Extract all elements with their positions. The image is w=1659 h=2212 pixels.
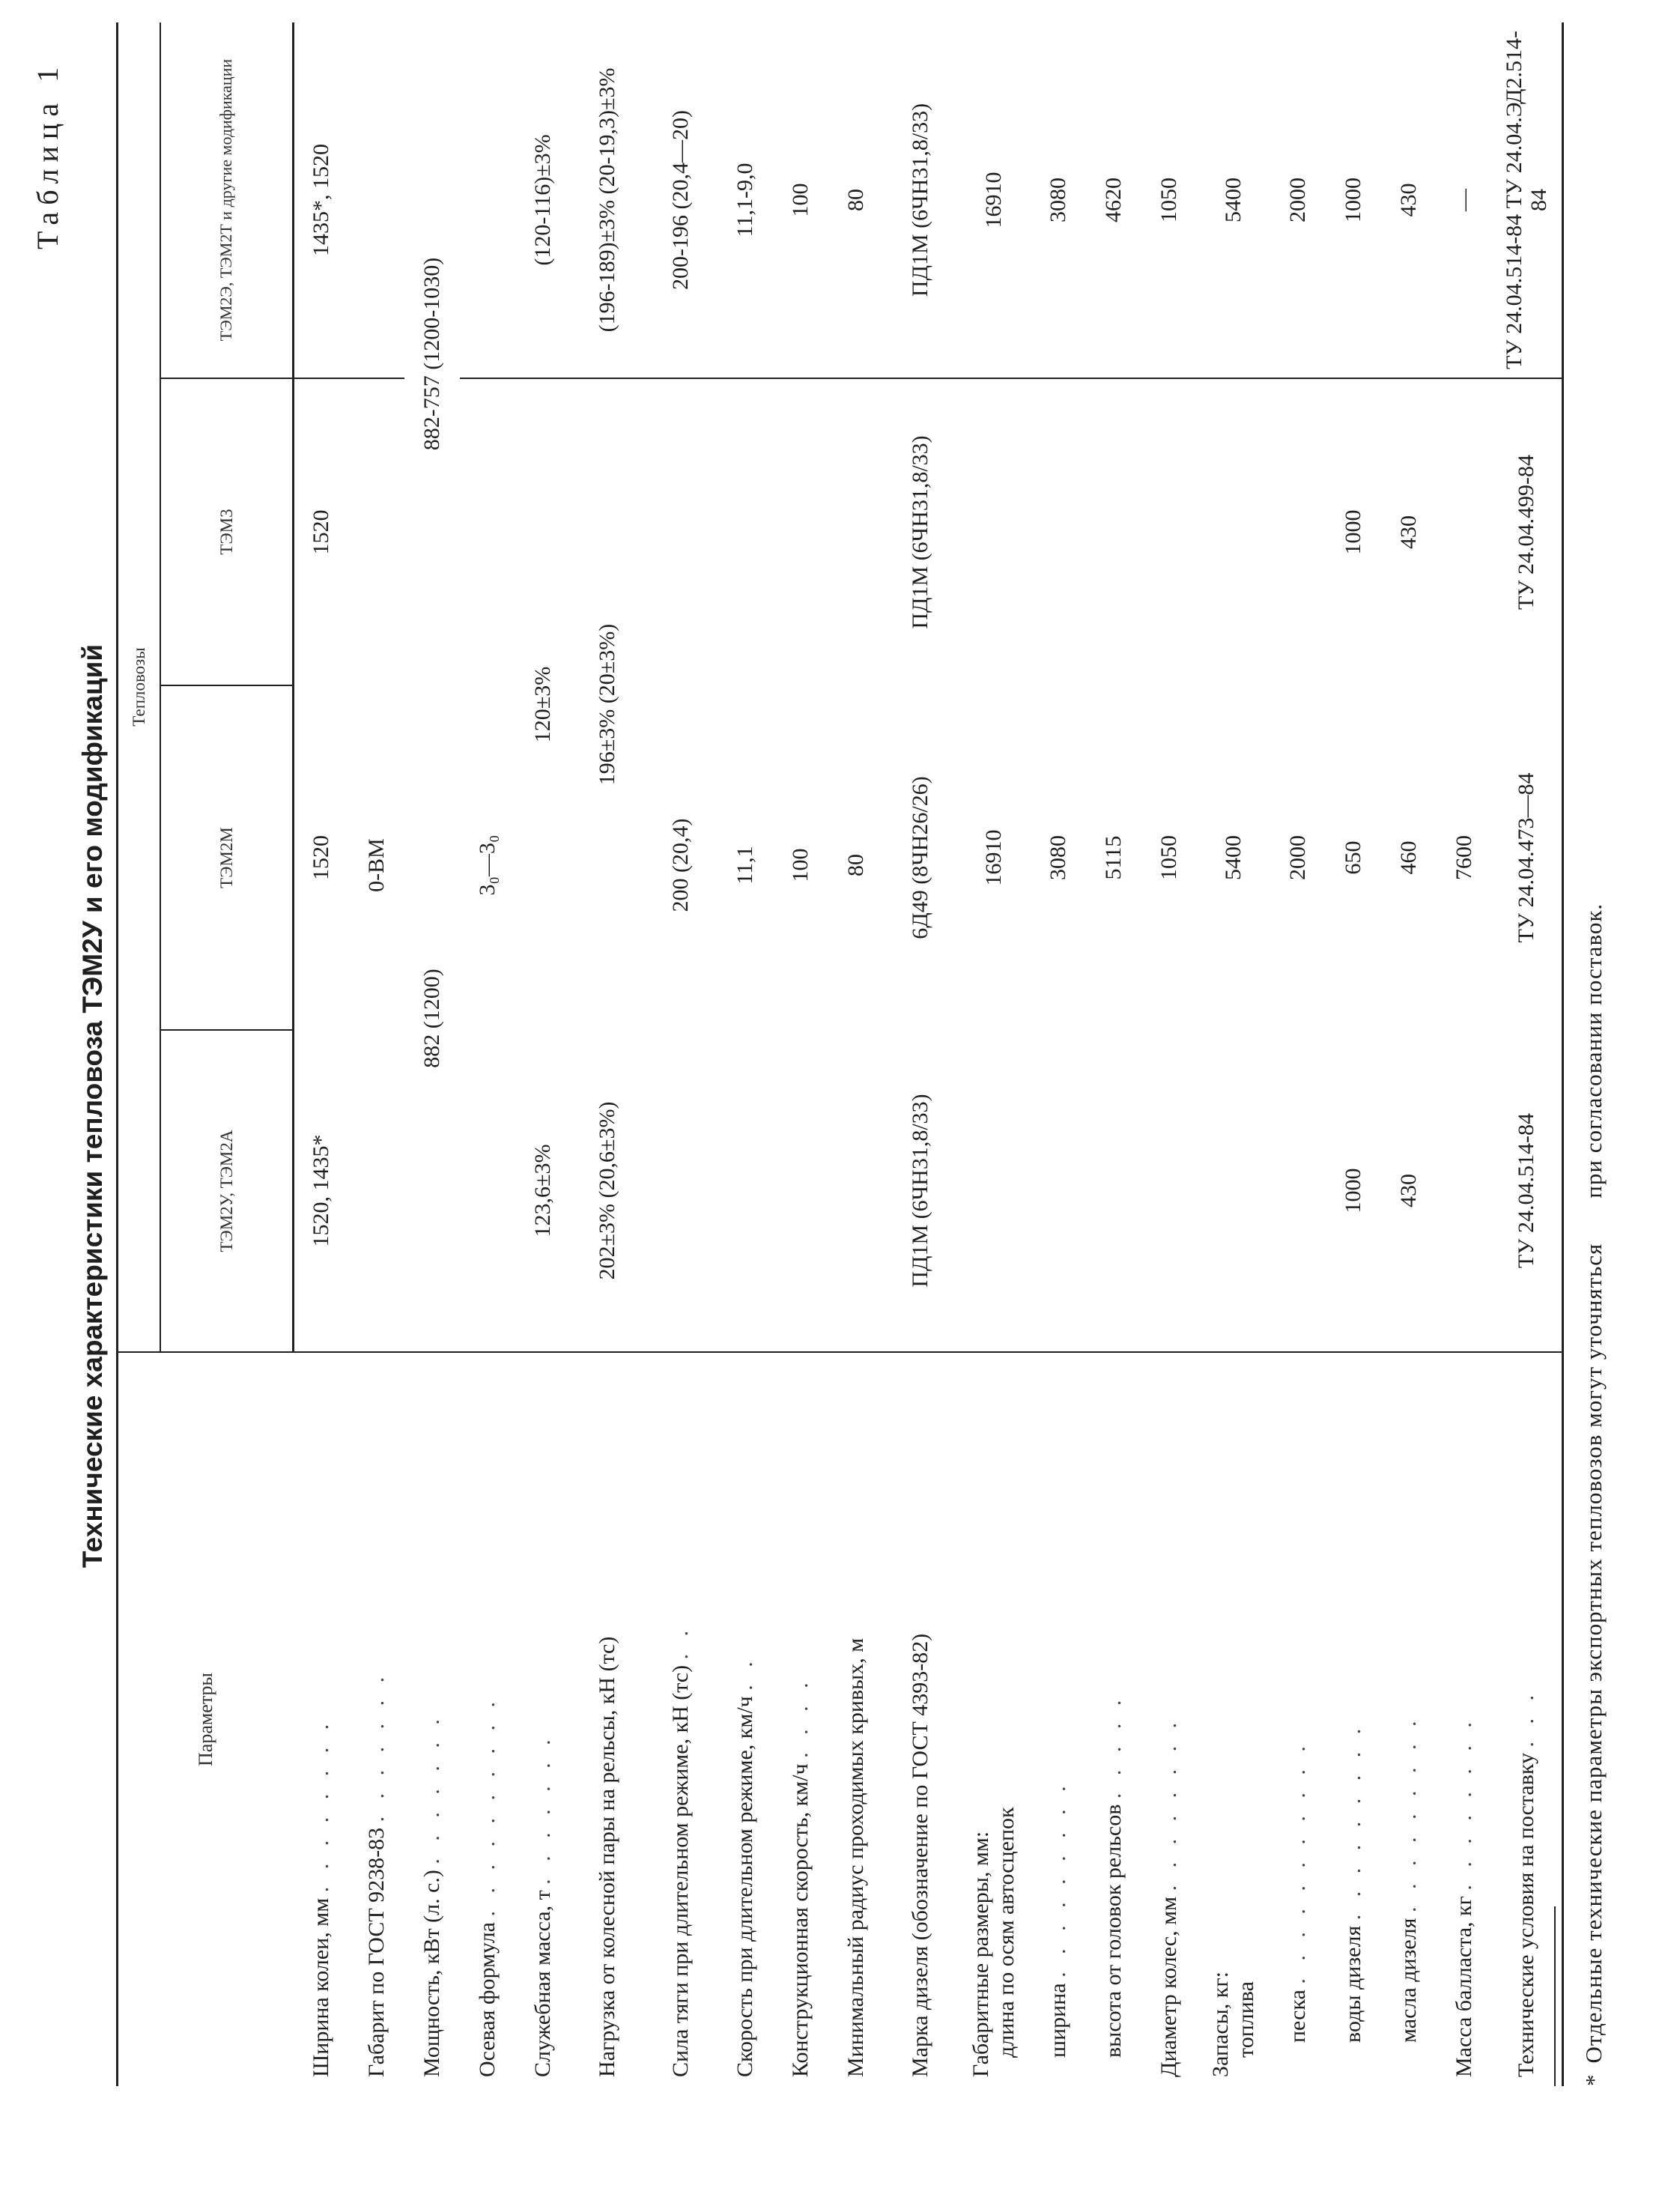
cell — [1031, 378, 1086, 685]
table-row — [1086, 22, 1141, 2086]
table-row — [1437, 22, 1492, 2086]
cell: 80 — [843, 854, 868, 876]
table-row — [404, 22, 460, 2086]
table-row — [828, 22, 884, 2086]
cell: 1050 — [1156, 835, 1181, 880]
cell: 1520, 1435* — [309, 1134, 334, 1247]
table-row — [884, 22, 957, 2086]
table-label: Таблица 1 — [31, 60, 64, 249]
table-row — [957, 22, 1031, 2086]
table-row — [644, 22, 718, 2086]
cell: 1000 — [1340, 509, 1365, 555]
cell — [1437, 1030, 1492, 1352]
table-row — [773, 22, 828, 2086]
cell: ПД1М (6ЧН31,8/33) — [884, 22, 957, 378]
table-row — [294, 22, 349, 2086]
table-row — [1141, 22, 1197, 2086]
table-title: Технические характеристики тепловоза ТЭМ2У и его модификаций — [77, 643, 108, 1569]
table-row — [718, 22, 773, 2086]
footnote-divider — [1554, 1906, 1556, 2086]
cell: — — [1437, 22, 1492, 378]
table-row — [1326, 22, 1381, 2086]
row-label: Нагрузка от колесной пары на рельсы, кН (тс) — [571, 1352, 644, 2086]
cell: 16910 — [980, 829, 1006, 886]
cell: 123,6±3% — [530, 1144, 555, 1237]
cell: 120±3% — [530, 666, 555, 743]
cell: 7600 — [1451, 835, 1476, 880]
cell: 882 (1200) — [419, 969, 444, 1068]
footnote-text: Отдельные технические параметры экспортных тепловозов могут уточняться — [1580, 1243, 1607, 2064]
cell: 6Д49 (8ЧН26/26) — [907, 776, 932, 939]
header-tem2e: ТЭМ2Э, ТЭМ2Т и другие модификации — [160, 22, 294, 378]
cell — [1197, 378, 1270, 685]
cell: 5400 — [1197, 22, 1270, 378]
row-label: Марка дизеля (обозначение по ГОСТ 4393-82) — [884, 1352, 957, 2086]
cell: 1000 — [1326, 22, 1381, 378]
table-row — [460, 22, 515, 2086]
cell: 1520 — [309, 509, 334, 555]
cell: ТУ 24.04.473—84 — [1514, 772, 1539, 943]
table-row — [1270, 22, 1326, 2086]
cell: (120-116)±3% — [515, 22, 571, 378]
cell: 3080 — [1045, 835, 1070, 880]
footnote-mark: * — [1580, 2073, 1607, 2086]
cell: 16910 — [957, 22, 1031, 378]
row-label: Сила тяги при длительном режиме, кН (тс) . . — [644, 1352, 718, 2086]
cell: 1000 — [1340, 1168, 1365, 1213]
row-label: высота от головок рельсов . . . . . — [1086, 1352, 1141, 2086]
cell: 11,1 — [732, 846, 757, 885]
cell — [1086, 378, 1141, 685]
cell: 882-757 (1200-1030) — [419, 257, 444, 451]
cell: 5400 — [1220, 835, 1246, 880]
cell: 430 — [1381, 22, 1437, 378]
row-label: песка . . . . . . . . . . . — [1270, 1352, 1326, 2086]
cell — [1197, 1030, 1270, 1352]
cell: 1050 — [1141, 22, 1197, 378]
row-label: Габаритные размеры, мм: длина по осям автосцепок — [957, 1352, 1031, 2086]
cell: 430 — [1395, 1174, 1421, 1207]
row-label: Скорость при длительном режиме, км/ч . . — [718, 1352, 773, 2086]
cell: 11,1-9,0 — [718, 22, 773, 378]
cell — [1031, 1030, 1086, 1352]
cell — [1437, 378, 1492, 685]
row-label: Габарит по ГОСТ 9238-83 . . . . . . . — [349, 1352, 404, 2086]
cell — [1270, 378, 1326, 685]
header-tem2u: ТЭМ2У, ТЭМ2А — [160, 1030, 294, 1352]
header-tem3: ТЭМ3 — [160, 378, 294, 685]
cell: 5115 — [1100, 835, 1126, 880]
cell — [1086, 1030, 1141, 1352]
cell — [957, 378, 1031, 685]
row-label: Ширина колеи, мм . . . . . . . . — [294, 1352, 349, 2086]
row-label: воды дизеля . . . . . . . . . — [1326, 1352, 1381, 2086]
row-label: ширина . . . . . . . . . — [1031, 1352, 1086, 2086]
cell: 1520 — [309, 835, 334, 880]
table-row — [515, 22, 571, 2086]
row-label: Диаметр колес, мм . . . . . . . . — [1141, 1352, 1197, 2086]
cell: 1435*, 1520 — [294, 22, 349, 378]
cell: 4620 — [1086, 22, 1141, 378]
cell: 2000 — [1270, 22, 1326, 378]
cell: ПД1М (6ЧН31,8/33) — [907, 1094, 932, 1288]
row-label: Осевая формула . . . . . . . . . . — [460, 1352, 515, 2086]
cell: 196±3% (20±3%) — [594, 623, 619, 786]
header-parameters: Параметры — [118, 1352, 294, 2086]
cell: 100 — [773, 22, 828, 378]
spec-table — [116, 22, 1564, 2086]
cell: 202±3% (20,6±3%) — [594, 1101, 619, 1280]
cell: ПД1М (6ЧН31,8/33) — [907, 435, 932, 629]
cell: ТУ 24.04.514-84 ТУ 24.04.ЭД2.514-84 — [1492, 22, 1563, 378]
table-row — [571, 22, 644, 2086]
cell: 100 — [787, 848, 813, 882]
cell: 3080 — [1031, 22, 1086, 378]
cell: 200-196 (20,4—20) — [644, 22, 718, 378]
table-row — [1381, 22, 1437, 2086]
header-tem2m: ТЭМ2М — [160, 685, 294, 1030]
table-row — [1031, 22, 1086, 2086]
cell: ТУ 24.04.514-84 — [1514, 1112, 1539, 1269]
cell: 650 — [1340, 840, 1365, 875]
cell: (196-189)±3% (20-19,3)±3% — [571, 22, 644, 378]
cell: 80 — [828, 22, 884, 378]
cell: 0-ВМ — [363, 838, 389, 892]
row-label: масла дизеля . . . . . . . . . — [1381, 1352, 1437, 2086]
cell: 2000 — [1285, 835, 1310, 880]
row-label: Минимальный радиус проходимых кривых, м — [828, 1352, 884, 2086]
cell: 430 — [1395, 515, 1421, 549]
cell — [957, 1030, 1031, 1352]
footnote — [1580, 903, 1607, 2086]
cell — [460, 22, 515, 378]
cell — [1141, 378, 1197, 685]
row-label: Запасы, кг: топлива — [1197, 1352, 1270, 2086]
row-label: Масса балласта, кг . . . . . . . . — [1437, 1352, 1492, 2086]
cell — [349, 22, 404, 378]
cell: 200 (20,4) — [667, 818, 693, 912]
row-label: Технические условия на поставку . . . — [1492, 1352, 1563, 2086]
cell — [1270, 1030, 1326, 1352]
row-label: Конструкционная скорость, км/ч . . . . — [773, 1352, 828, 2086]
row-label: Мощность, кВт (л. с.) . . . . . . . — [404, 1352, 460, 2086]
footnote-text-end: при согласовании поставок. — [1580, 903, 1607, 1199]
cell: ТУ 24.04.499-84 — [1514, 454, 1539, 610]
table-row — [1197, 22, 1270, 2086]
row-label: Служебная масса, т . . . . . . . — [515, 1352, 571, 2086]
table-row — [349, 22, 404, 2086]
cell: 3₀—3₀ — [474, 834, 500, 896]
header-locomotives: Тепловозы — [118, 22, 161, 1352]
cell — [1141, 1030, 1197, 1352]
cell: 460 — [1395, 840, 1421, 875]
table-row — [1492, 22, 1563, 2086]
